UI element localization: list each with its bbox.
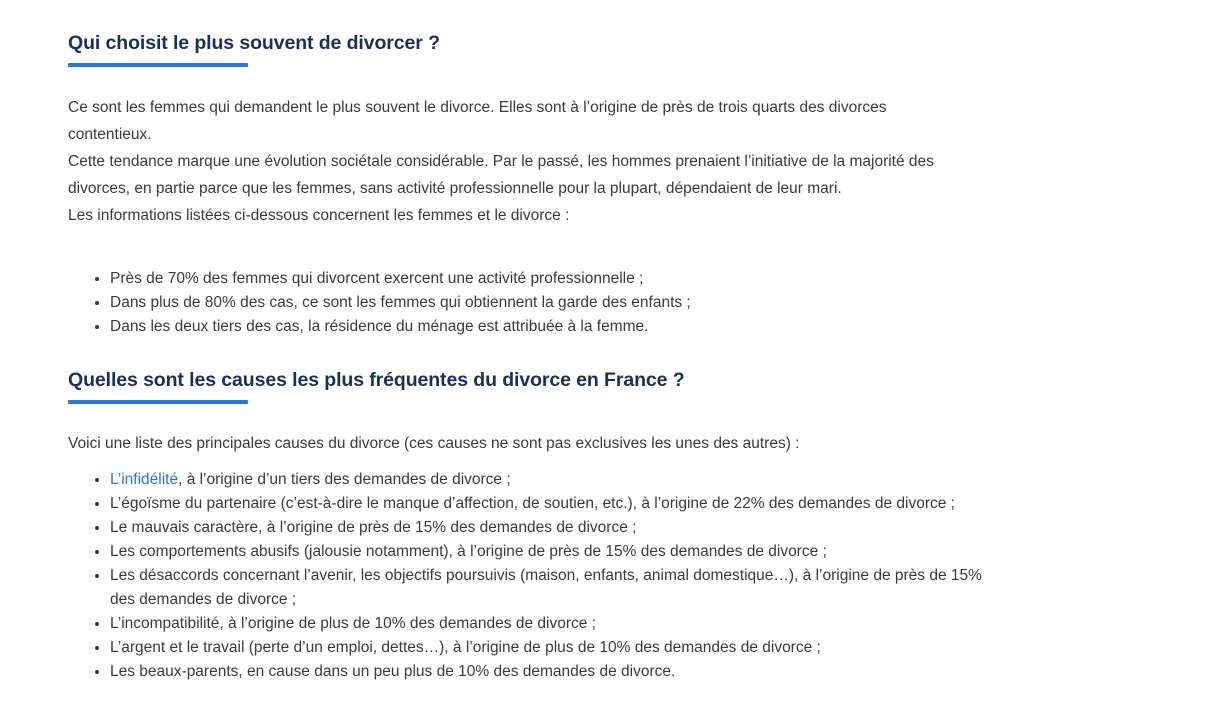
list-item: • Près de 70% des femmes qui divorcent exercent une activité professionnelle ; <box>110 267 1000 291</box>
section-heading-divorce-causes: Quelles sont les causes les plus fréquentes du divorce en France ? <box>68 369 685 391</box>
list-item: • L’incompatibilité, à l’origine de plus de 10% des demandes de divorce ; <box>110 612 1000 636</box>
list-item: • Les désaccords concernant l’avenir, les objectifs poursuivis (maison, enfants, animal domestique…), à l’origine de près de 15% des demandes de divorce ; <box>110 564 1000 612</box>
list-item: • Dans les deux tiers des cas, la résidence du ménage est attribuée à la femme. <box>110 315 1000 339</box>
paragraph: Voici une liste des principales causes du divorce (ces causes ne sont pas exclusives les unes des autres) : <box>68 435 800 452</box>
infidelity-link[interactable]: L’infidélité <box>110 471 179 488</box>
paragraph: Cette tendance marque une évolution sociétale considérable. Par le passé, les hommes prenaient l’initiative de la majorité des divorces, en partie parce que les femmes, sans activité professionnelle pour la plupart, dépendaient de leur mari. <box>68 153 934 197</box>
list-item: • Le mauvais caractère, à l’origine de près de 15% des demandes de divorce ; <box>110 516 1000 540</box>
list-item-text: , à l’origine d’un tiers des demandes de divorce ; <box>178 471 511 488</box>
bullet-list <box>68 267 1000 339</box>
bullet-list <box>68 468 1000 684</box>
heading-underline <box>68 400 248 404</box>
paragraph: Les informations listées ci-dessous concernent les femmes et le divorce : <box>68 207 570 224</box>
list-item: • Dans plus de 80% des cas, ce sont les femmes qui obtiennent la garde des enfants ; <box>110 291 1000 315</box>
heading-underline <box>68 63 248 67</box>
list-item <box>110 468 1000 492</box>
list-item: • L’égoïsme du partenaire (c’est-à-dire le manque d’affection, de soutien, etc.), à l’origine de 22% des demandes de divorce ; <box>110 492 1000 516</box>
section-body <box>68 94 958 229</box>
section-heading-who-divorces: Qui choisit le plus souvent de divorcer ? <box>68 32 440 54</box>
list-item: • L’argent et le travail (perte d’un emploi, dettes…), à l’origine de plus de 10% des demandes de divorce ; <box>110 636 1000 660</box>
paragraph: Ce sont les femmes qui demandent le plus souvent le divorce. Elles sont à l’origine de près de trois quarts des divorces contentieux. <box>68 99 887 143</box>
list-item: • Les comportements abusifs (jalousie notamment), à l’origine de près de 15% des demandes de divorce ; <box>110 540 1000 564</box>
list-item: • Les beaux-parents, en cause dans un peu plus de 10% des demandes de divorce. <box>110 660 1000 684</box>
